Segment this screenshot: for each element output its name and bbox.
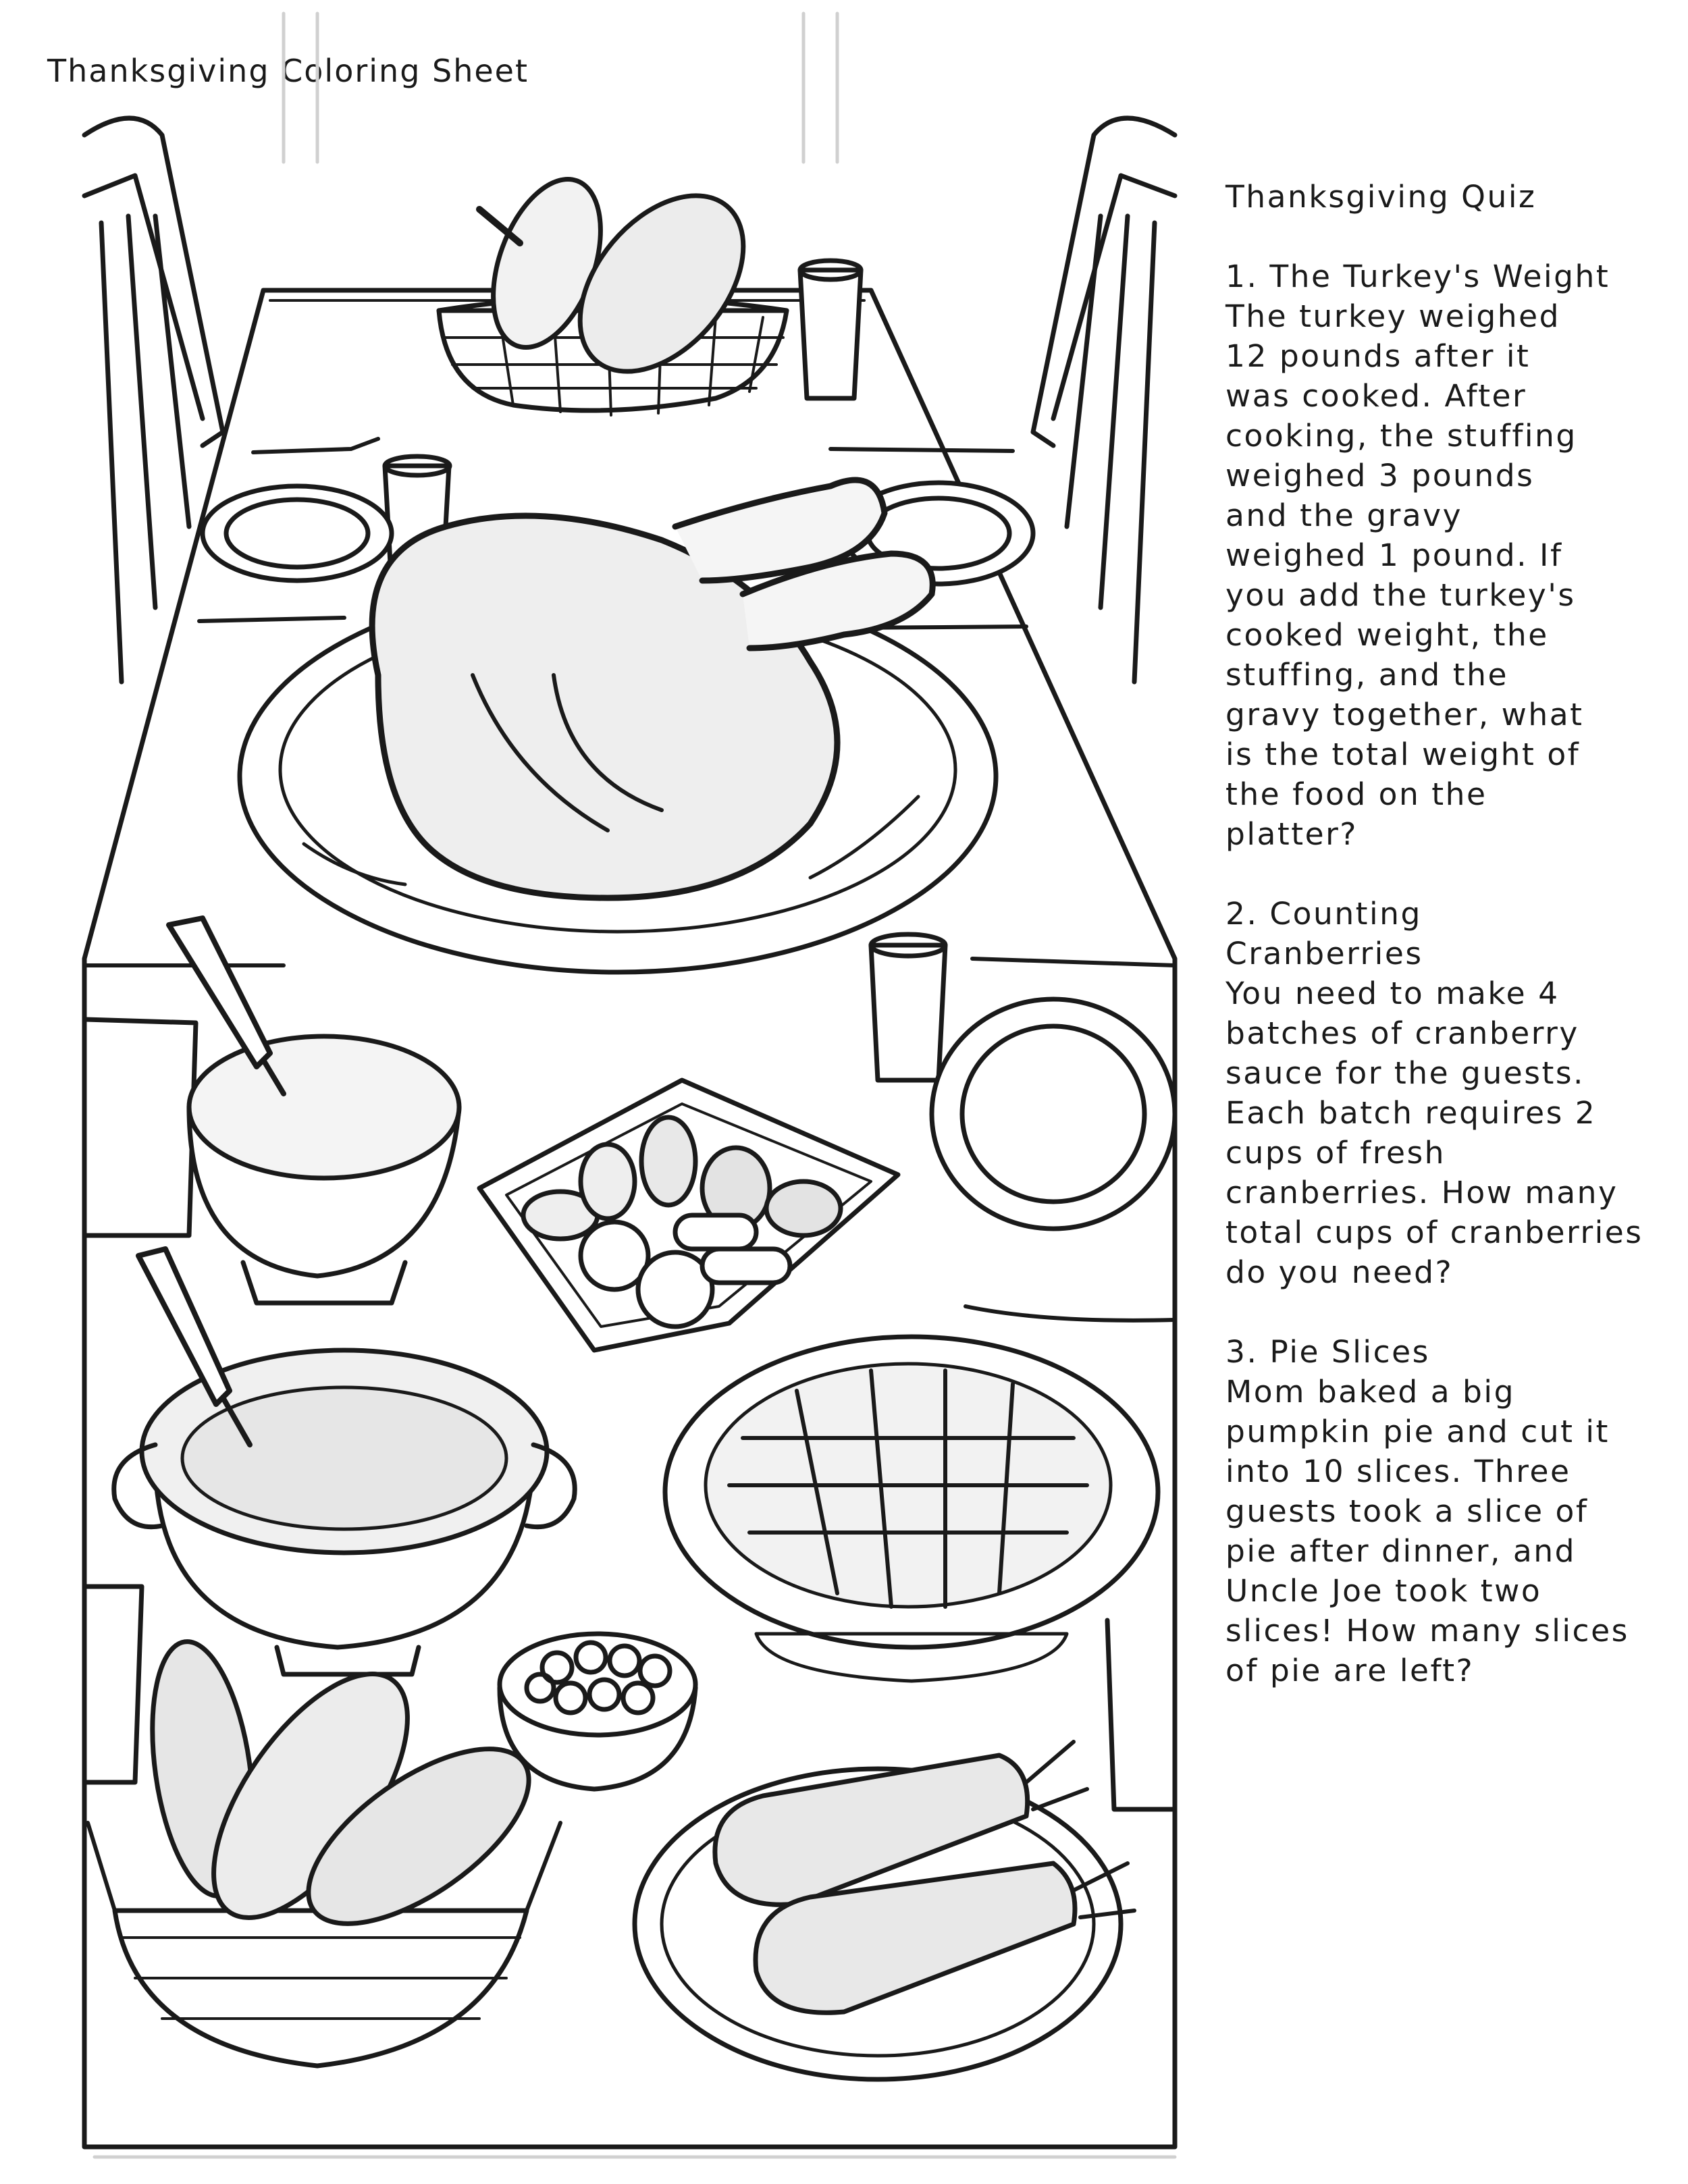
question-heading: 1. The Turkey's Weight [1225, 259, 1610, 294]
vegetable-tray [479, 1080, 898, 1350]
question-heading: 2. Counting Cranberries [1225, 896, 1423, 971]
bottom-bread-basket [88, 1635, 560, 2066]
left-chair [84, 118, 223, 682]
question-3 [1225, 1332, 1671, 1690]
page-title: Thanksgiving Coloring Sheet [47, 53, 529, 89]
mashed-potatoes-bowl [169, 918, 459, 1303]
question-1 [1225, 257, 1671, 854]
question-text: Mom baked a big pumpkin pie and cut it into 10 slices. Three guests took a slice of pie after dinner, and Uncle Joe took two slices! How many slices of pie are left? [1225, 1374, 1629, 1688]
question-2 [1225, 894, 1671, 1292]
top-bread-basket [439, 165, 787, 415]
question-heading: 3. Pie Slices [1225, 1334, 1430, 1370]
right-chair [1033, 118, 1175, 682]
lattice-pie [665, 1337, 1158, 1681]
stuffing-pot [114, 1249, 575, 1674]
question-text: The turkey weighed 12 pounds after it was cooked. After cooking, the stuffing weighed 3 pounds and the gravy weighed 1 pound. If you add the turkey's cooked weight, the stuffing, and the gravy together, what is the total weight of the food on the platter? [1225, 298, 1584, 852]
quiz-panel [1225, 177, 1671, 1730]
cranberry-bowl [500, 1634, 695, 1789]
question-text: You need to make 4 batches of cranberry sauce for the guests. Each batch requires 2 cups of fresh cranberries. How many total cups of cranberries do you need? [1225, 976, 1643, 1290]
quiz-title: Thanksgiving Quiz [1225, 179, 1537, 215]
corn-platter [635, 1742, 1134, 2079]
